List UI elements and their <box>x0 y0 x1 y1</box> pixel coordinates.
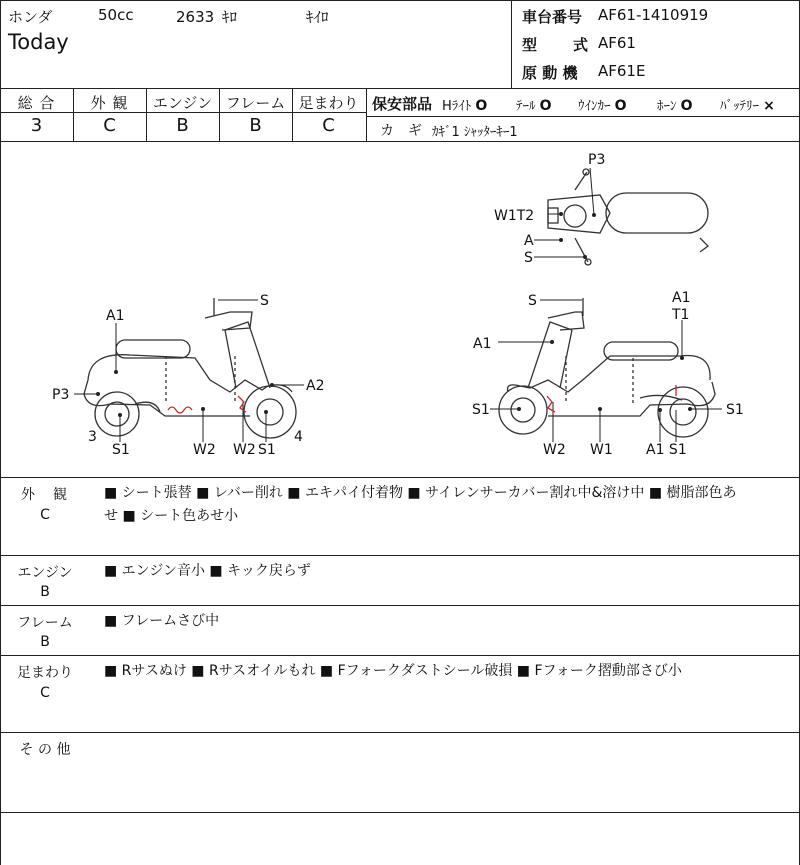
model-name: Today <box>8 30 69 54</box>
safety-item-horn: ﾎｰﾝ O <box>657 98 693 114</box>
safety-item-battery: ﾊﾞｯﾃﾘｰ × <box>720 98 775 114</box>
section-frame-label: フレーム <box>17 615 73 631</box>
engine-type-value: AF61E <box>598 62 646 80</box>
label-right-a1: A1 <box>672 290 691 306</box>
label-left-4: 4 <box>294 429 303 445</box>
label-left-w2b: W2 <box>233 442 256 458</box>
engine-type-label: 原 動 機 <box>522 64 578 82</box>
label-left-3: 3 <box>88 429 97 445</box>
frame-number-label: 車台番号 <box>522 8 583 26</box>
type-label-a: 型 <box>522 36 538 54</box>
scooter-diagram <box>0 142 800 477</box>
safety-label: 保安部品 <box>372 95 433 113</box>
section-frame-notes: ■ フレームさび中 <box>104 613 220 629</box>
suspension-grade: C <box>322 115 335 136</box>
type-value: AF61 <box>598 34 636 52</box>
label-top-s: S <box>524 250 533 266</box>
section-exterior-grade: C <box>40 507 50 523</box>
key-value: ｶｷﾞ1 ｼｬｯﾀｰｷｰ1 <box>432 125 518 140</box>
mileage <box>176 6 237 27</box>
label-right-w2: W2 <box>543 442 566 458</box>
label-right-a1b: A1 <box>473 336 492 352</box>
safety-item-winker: ｳｲﾝｶｰ O <box>578 98 627 114</box>
label-right-s: S <box>528 293 537 309</box>
label-right-s1b: S1 <box>726 402 744 418</box>
section-suspension-label: 足まわり <box>17 665 73 681</box>
label-left-s: S <box>260 293 269 309</box>
section-line <box>0 655 800 656</box>
section-suspension-grade: C <box>40 685 50 701</box>
header-bottom-line <box>0 88 800 89</box>
section-engine-notes: ■ エンジン音小 ■ キック戻らず <box>104 563 311 579</box>
label-left-w2: W2 <box>193 442 216 458</box>
maker: ホンダ <box>8 8 53 26</box>
diagram-bottom-line <box>0 477 800 478</box>
scooter-top-view <box>548 169 708 265</box>
frame-label: フレーム <box>225 94 286 112</box>
callout-dots <box>96 212 692 417</box>
safety-item-headlight: Hﾗｲﾄ O <box>442 98 488 114</box>
mileage-unit: ｷﾛ <box>221 8 237 26</box>
section-line <box>0 605 800 606</box>
label-left-a1: A1 <box>106 308 125 324</box>
mileage-value: 2633 <box>176 8 215 26</box>
section-exterior-label: 外 観 <box>21 487 69 503</box>
label-left-a2: A2 <box>306 378 325 394</box>
label-top-p3: P3 <box>588 152 606 168</box>
label-right-s1: S1 <box>472 402 490 418</box>
label-left-p3: P3 <box>52 387 70 403</box>
section-other-label: そ の 他 <box>19 742 71 758</box>
label-left-s1b: S1 <box>258 442 276 458</box>
section-engine-label: エンジン <box>17 565 73 581</box>
suspension-label: 足まわり <box>298 94 359 112</box>
label-right-a1s1: A1 S1 <box>646 442 687 458</box>
section-exterior-notes: ■ シート張替 ■ レバー削れ ■ エキパイ付着物 ■ サイレンサーカバー割れ中&溶け中 ■ 樹脂部色あ せ ■ シート色あせ小 <box>104 485 737 524</box>
section-line <box>0 555 800 556</box>
overall-label: 総 合 <box>17 94 56 112</box>
key-label: カ ギ <box>380 123 422 139</box>
exterior-grade: C <box>103 115 116 136</box>
engine-label: エンジン <box>152 94 213 112</box>
exterior-label: 外 観 <box>90 94 129 112</box>
label-left-s1: S1 <box>112 442 130 458</box>
mileage-note: ｷｲﾛ <box>306 8 329 26</box>
grade-col-line <box>366 88 367 141</box>
border-top <box>0 0 800 1</box>
displacement: 50cc <box>98 6 134 24</box>
label-right-t1: T1 <box>672 307 690 323</box>
engine-grade: B <box>176 115 189 136</box>
section-line <box>0 732 800 733</box>
label-right-w1: W1 <box>590 442 613 458</box>
callout-lines <box>74 168 722 442</box>
header-divider <box>511 0 512 88</box>
frame-number: AF61-1410919 <box>598 6 709 24</box>
label-top-a: A <box>524 233 534 249</box>
safety-mid-line <box>366 116 800 117</box>
section-line <box>0 812 800 813</box>
section-engine-grade: B <box>40 584 50 600</box>
section-frame-grade: B <box>40 634 50 650</box>
safety-item-tail: ﾃｰﾙ O <box>516 98 552 114</box>
section-suspension-notes: ■ Rサスぬけ ■ Rサスオイルもれ ■ Fフォークダストシール破損 ■ Fフォーク摺動部さび小 <box>104 663 682 679</box>
label-top-w1t2: W1T2 <box>494 208 535 224</box>
frame-grade: B <box>249 115 262 136</box>
type-label-b: 式 <box>573 36 589 54</box>
overall-grade: 3 <box>30 115 43 136</box>
